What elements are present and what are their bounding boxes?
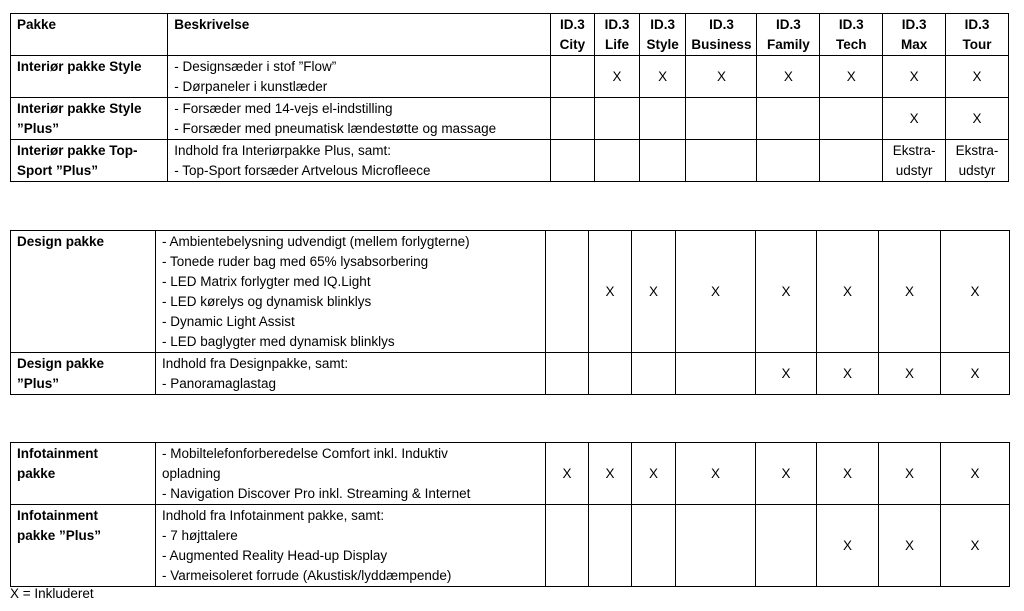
- cell-line: - 7 højttalere: [162, 528, 238, 543]
- cell-line: - Panoramaglastag: [162, 376, 277, 391]
- cell-line: udstyr: [895, 162, 933, 178]
- cell-line: - Designsæder i stof ”Flow”: [174, 59, 337, 74]
- availability-cell: [676, 443, 756, 505]
- cell-line: X: [970, 465, 980, 481]
- table-row: [11, 56, 1009, 98]
- cell-line: opladning: [162, 466, 221, 481]
- interior-packages-table: [10, 13, 1009, 182]
- availability-cell: [595, 140, 640, 182]
- cell-line: Interiør pakke Style: [17, 59, 142, 74]
- header-pakke: Pakke: [11, 14, 168, 56]
- availability-cell: [632, 505, 676, 587]
- cell-line: X: [846, 68, 856, 84]
- header-model: [639, 14, 686, 56]
- availability-cell: [756, 231, 817, 353]
- cell-line: udstyr: [958, 162, 996, 178]
- cell-line: X: [781, 465, 791, 481]
- cell-line: X: [783, 68, 793, 84]
- availability-cell: [632, 353, 676, 395]
- cell-line: X: [909, 110, 919, 126]
- availability-cell: [946, 140, 1009, 182]
- availability-cell: [941, 443, 1010, 505]
- cell-line: Ekstra-: [955, 142, 999, 158]
- cell-line: X: [970, 365, 980, 381]
- availability-cell: [941, 353, 1010, 395]
- availability-cell: [820, 56, 883, 98]
- header-row: [11, 14, 1009, 56]
- table-row: [11, 353, 1010, 395]
- cell-line: X: [710, 283, 720, 299]
- cell-line: X: [710, 465, 720, 481]
- package-name: [11, 56, 168, 98]
- availability-cell: [676, 505, 756, 587]
- cell-line: ID.3: [559, 17, 585, 32]
- availability-cell: [589, 353, 632, 395]
- availability-cell: [883, 140, 946, 182]
- header-model: [595, 14, 640, 56]
- cell-line: X: [970, 537, 980, 553]
- availability-cell: [546, 505, 589, 587]
- header-model: [757, 14, 820, 56]
- availability-cell: [883, 98, 946, 140]
- cell-line: X: [842, 465, 852, 481]
- availability-cell: [686, 56, 757, 98]
- availability-cell: [756, 353, 817, 395]
- availability-cell: [632, 443, 676, 505]
- availability-cell: [879, 231, 941, 353]
- availability-cell: [589, 443, 632, 505]
- cell-line: X: [842, 283, 852, 299]
- availability-cell: [550, 140, 595, 182]
- availability-cell: [639, 56, 686, 98]
- table-row: [11, 231, 1010, 353]
- cell-line: Business: [691, 37, 752, 52]
- cell-line: X: [972, 110, 982, 126]
- availability-cell: [879, 353, 941, 395]
- table-row: [11, 505, 1010, 587]
- cell-line: Infotainment: [17, 446, 98, 461]
- availability-cell: [550, 98, 595, 140]
- cell-line: - Varmeisoleret forrude (Akustisk/lyddæmpende): [162, 568, 452, 583]
- availability-cell: [946, 56, 1009, 98]
- cell-line: ID.3: [650, 17, 676, 32]
- cell-line: Indhold fra Designpakke, samt:: [162, 356, 349, 371]
- cell-line: X: [904, 537, 914, 553]
- availability-cell: [676, 353, 756, 395]
- availability-cell: [589, 505, 632, 587]
- cell-line: - Dørpaneler i kunstlæder: [174, 79, 328, 94]
- cell-line: X: [842, 537, 852, 553]
- cell-line: Design pakke: [17, 234, 105, 249]
- cell-line: - Mobiltelefonforberedelse Comfort inkl. Induktiv: [162, 446, 448, 461]
- cell-line: ID.3: [901, 17, 927, 32]
- cell-line: Infotainment: [17, 508, 98, 523]
- cell-line: - Ambientebelysning udvendigt (mellem forlygterne): [162, 234, 470, 249]
- header-model: [820, 14, 883, 56]
- cell-line: X: [904, 465, 914, 481]
- cell-line: X: [605, 465, 615, 481]
- infotainment-packages-table: [10, 442, 1010, 587]
- cell-line: X: [605, 283, 615, 299]
- availability-cell: [676, 231, 756, 353]
- cell-line: - Dynamic Light Assist: [162, 314, 295, 329]
- cell-line: X: [972, 68, 982, 84]
- availability-cell: [632, 231, 676, 353]
- availability-cell: [589, 231, 632, 353]
- availability-cell: [820, 98, 883, 140]
- package-description: [156, 505, 546, 587]
- cell-line: X: [562, 465, 572, 481]
- cell-line: - LED Matrix forlygter med IQ.Light: [162, 274, 371, 289]
- cell-line: ID.3: [604, 17, 630, 32]
- cell-line: City: [559, 37, 586, 52]
- cell-line: - LED kørelys og dynamisk blinklys: [162, 294, 372, 309]
- availability-cell: [757, 98, 820, 140]
- cell-line: - Augmented Reality Head-up Display: [162, 548, 388, 563]
- availability-cell: [820, 140, 883, 182]
- cell-line: - Forsæder med 14-vejs el-indstilling: [174, 101, 393, 116]
- cell-line: - Forsæder med pneumatisk lændestøtte og massage: [174, 121, 497, 136]
- package-name: [11, 98, 168, 140]
- package-name: [11, 505, 156, 587]
- cell-line: - LED baglygter med dynamisk blinklys: [162, 334, 395, 349]
- cell-line: Sport ”Plus”: [17, 163, 99, 178]
- cell-line: Style: [646, 37, 679, 52]
- cell-line: - Top-Sport forsæder Artvelous Microfleece: [174, 163, 431, 178]
- cell-line: X: [781, 283, 791, 299]
- cell-line: X: [842, 365, 852, 381]
- cell-line: Life: [604, 37, 629, 52]
- cell-line: pakke: [17, 466, 56, 481]
- cell-line: Interiør pakke Style: [17, 101, 142, 116]
- cell-line: X: [648, 283, 658, 299]
- table-row: [11, 140, 1009, 182]
- cell-line: X: [781, 365, 791, 381]
- availability-cell: [757, 140, 820, 182]
- cell-line: Indhold fra Infotainment pakke, samt:: [162, 508, 385, 523]
- table-row: [11, 443, 1010, 505]
- availability-cell: [546, 231, 589, 353]
- availability-cell: [817, 505, 879, 587]
- availability-cell: [879, 443, 941, 505]
- cell-line: Family: [766, 37, 810, 52]
- availability-cell: [550, 56, 595, 98]
- cell-line: Max: [900, 37, 928, 52]
- package-description: [156, 353, 546, 395]
- cell-line: X: [612, 68, 622, 84]
- design-packages-table: [10, 230, 1010, 395]
- cell-line: X: [648, 465, 658, 481]
- cell-line: X: [716, 68, 726, 84]
- cell-line: Interiør pakke Top-: [17, 143, 138, 158]
- table-row: [11, 98, 1009, 140]
- availability-cell: [595, 98, 640, 140]
- availability-cell: [941, 505, 1010, 587]
- cell-line: X: [904, 283, 914, 299]
- cell-line: Tech: [835, 37, 867, 52]
- cell-line: ”Plus”: [17, 376, 60, 391]
- package-description: [156, 443, 546, 505]
- availability-cell: [817, 231, 879, 353]
- package-name: [11, 140, 168, 182]
- availability-cell: [756, 505, 817, 587]
- cell-line: Design pakke: [17, 356, 105, 371]
- cell-line: Ekstra-: [892, 142, 936, 158]
- availability-cell: [817, 443, 879, 505]
- cell-line: X: [904, 365, 914, 381]
- availability-cell: [946, 98, 1009, 140]
- availability-cell: [639, 140, 686, 182]
- package-name: [11, 353, 156, 395]
- availability-cell: [595, 56, 640, 98]
- cell-line: Tour: [962, 37, 992, 52]
- cell-line: ID.3: [775, 17, 801, 32]
- cell-line: ID.3: [709, 17, 734, 32]
- package-description: [156, 231, 546, 353]
- availability-cell: [883, 56, 946, 98]
- header-model: [550, 14, 595, 56]
- cell-line: X: [909, 68, 919, 84]
- cell-line: X: [658, 68, 668, 84]
- header-model: [883, 14, 946, 56]
- availability-cell: [686, 98, 757, 140]
- cell-line: - Navigation Discover Pro inkl. Streaming & Internet: [162, 486, 471, 501]
- package-name: [11, 443, 156, 505]
- availability-cell: [756, 443, 817, 505]
- header-beskrivelse: Beskrivelse: [168, 14, 550, 56]
- availability-cell: [686, 140, 757, 182]
- availability-cell: [639, 98, 686, 140]
- header-model: [946, 14, 1009, 56]
- availability-cell: [817, 353, 879, 395]
- cell-line: - Tonede ruder bag med 65% lysabsorbering: [162, 254, 429, 269]
- availability-cell: [879, 505, 941, 587]
- availability-cell: [546, 443, 589, 505]
- availability-cell: [757, 56, 820, 98]
- cell-line: X: [970, 283, 980, 299]
- availability-cell: [941, 231, 1010, 353]
- legend-text: X = Inkluderet: [10, 586, 94, 601]
- cell-line: ”Plus”: [17, 121, 60, 136]
- package-description: [168, 140, 550, 182]
- availability-cell: [546, 353, 589, 395]
- package-name: [11, 231, 156, 353]
- header-model: [686, 14, 757, 56]
- cell-line: ID.3: [838, 17, 864, 32]
- cell-line: pakke ”Plus”: [17, 528, 102, 543]
- package-description: [168, 98, 550, 140]
- cell-line: Indhold fra Interiørpakke Plus, samt:: [174, 143, 392, 158]
- cell-line: ID.3: [964, 17, 990, 32]
- package-description: [168, 56, 550, 98]
